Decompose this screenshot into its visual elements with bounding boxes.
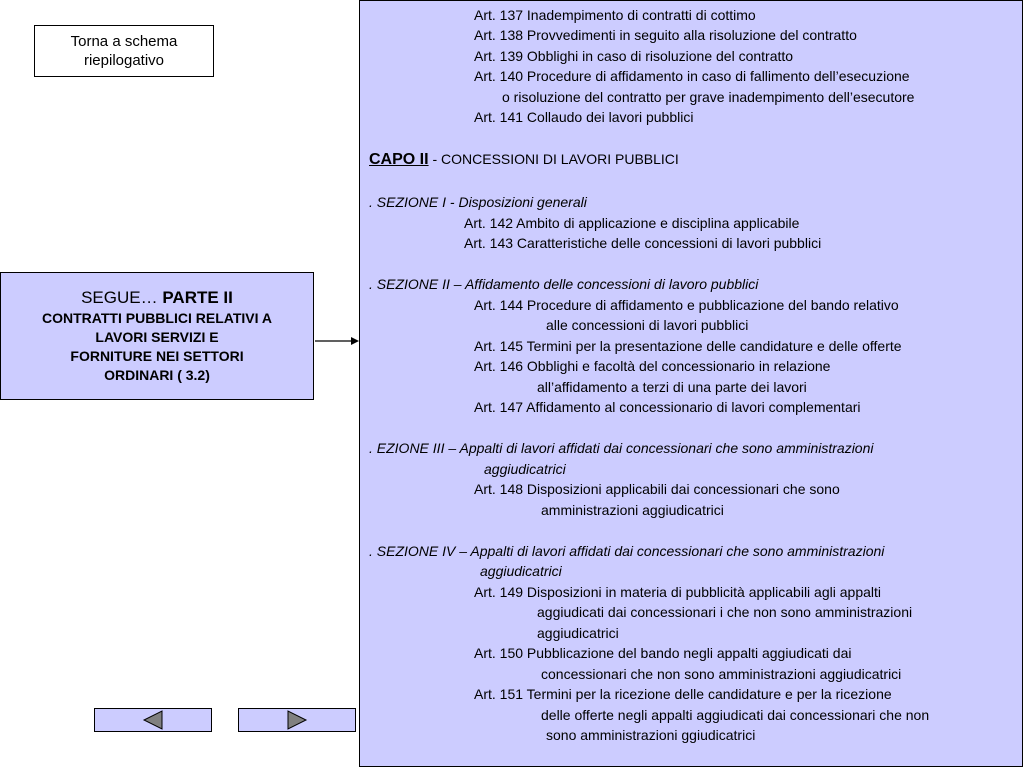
- article-144-cont: alle concessioni di lavori pubblici: [546, 317, 749, 333]
- section-2-title: . SEZIONE II – Affidamento delle concessioni di lavoro pubblici: [369, 276, 759, 292]
- article-146: Art. 146 Obblighi e facoltà del concessionario in relazione: [474, 358, 831, 374]
- next-slide-button[interactable]: [238, 708, 356, 732]
- article-150-cont: concessionari che non sono amministrazioni aggiudicatrici: [541, 666, 902, 682]
- triangle-left-icon: [142, 710, 164, 730]
- section-4-title-cont: aggiudicatrici: [480, 563, 562, 579]
- section-4-title: . SEZIONE IV – Appalti di lavori affidati dai concessionari che sono amministrazioni: [369, 543, 885, 559]
- article-150: Art. 150 Pubblicazione del bando negli appalti aggiudicati dai: [474, 645, 852, 661]
- article-145: Art. 145 Termini per la presentazione delle candidature e delle offerte: [474, 338, 902, 354]
- article-142: Art. 142 Ambito di applicazione e disciplina applicabile: [464, 215, 800, 231]
- article-151-cont: delle offerte negli appalti aggiudicati dai concessionari che non: [541, 707, 930, 723]
- article-148-cont: amministrazioni aggiudicatrici: [541, 502, 724, 518]
- article-149: Art. 149 Disposizioni in materia di pubblicità applicabili agli appalti: [474, 584, 881, 600]
- article-146-cont: all’affidamento a terzi di una parte dei lavori: [537, 379, 807, 395]
- capo-title: - CONCESSIONI DI LAVORI PUBBLICI: [428, 151, 679, 167]
- article-148: Art. 148 Disposizioni applicabili dai concessionari che sono: [474, 481, 840, 497]
- part-title-line: FORNITURE NEI SETTORI: [70, 348, 244, 364]
- back-to-summary-label: Torna a schema riepilogativo: [70, 33, 178, 69]
- article-140: Art. 140 Procedure di affidamento in caso di fallimento dell’esecuzione: [474, 68, 910, 84]
- triangle-right-icon: [286, 710, 308, 730]
- article-147: Art. 147 Affidamento al concessionario di lavori complementari: [474, 399, 861, 415]
- article-143: Art. 143 Caratteristiche delle concessioni di lavori pubblici: [464, 235, 822, 251]
- article-149-cont: aggiudicati dai concessionari i che non sono amministrazioni: [537, 604, 913, 620]
- previous-slide-button[interactable]: [94, 708, 212, 732]
- capo-heading: [369, 149, 679, 171]
- article-144: Art. 144 Procedure di affidamento e pubblicazione del bando relativo: [474, 297, 899, 313]
- article-137: Art. 137 Inadempimento di contratti di cottimo: [474, 7, 756, 23]
- section-1-title: . SEZIONE I - Disposizioni generali: [369, 194, 587, 210]
- part-summary-box: [0, 272, 314, 400]
- capo-label: CAPO II: [369, 151, 429, 168]
- article-139: Art. 139 Obblighi in caso di risoluzione del contratto: [474, 48, 794, 64]
- connector-arrow: [315, 335, 359, 347]
- section-3-title-cont: aggiudicatrici: [484, 461, 566, 477]
- part-number: PARTE II: [162, 288, 233, 307]
- article-151: Art. 151 Termini per la ricezione delle candidature e per la ricezione: [474, 686, 892, 702]
- back-to-summary-link[interactable]: [34, 25, 214, 77]
- part-title-line: LAVORI SERVIZI E: [95, 329, 219, 345]
- part-heading: [81, 287, 233, 309]
- section-3-title: . EZIONE III – Appalti di lavori affidati dai concessionari che sono amministrazioni: [369, 440, 874, 456]
- part-prefix: SEGUE…: [81, 288, 158, 307]
- article-141: Art. 141 Collaudo dei lavori pubblici: [474, 109, 694, 125]
- article-140-cont: o risoluzione del contratto per grave inadempimento dell’esecutore: [502, 89, 915, 105]
- article-149-cont: aggiudicatrici: [537, 625, 619, 641]
- article-151-cont: sono amministrazioni ggiudicatrici: [546, 727, 756, 743]
- article-list-panel: [359, 0, 1023, 767]
- part-title-line: ORDINARI ( 3.2): [104, 367, 210, 383]
- part-title-line: CONTRATTI PUBBLICI RELATIVI A: [42, 310, 272, 326]
- article-138: Art. 138 Provvedimenti in seguito alla risoluzione del contratto: [474, 27, 857, 43]
